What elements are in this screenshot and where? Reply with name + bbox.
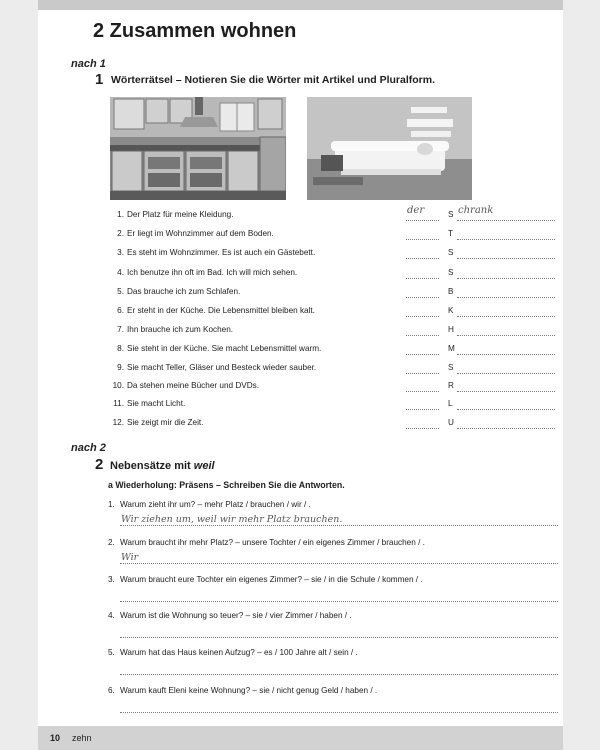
- question-number: 1.: [108, 500, 115, 509]
- article-line[interactable]: [406, 239, 439, 240]
- puzzle-row: [110, 306, 555, 320]
- puzzle-row-number: 3.: [117, 248, 124, 257]
- puzzle-row: [110, 287, 555, 301]
- answer-line[interactable]: [457, 409, 555, 410]
- answer-line[interactable]: [120, 563, 558, 564]
- question-text: Warum kauft Eleni keine Wohnung? – sie / nicht genug Geld / haben / .: [120, 686, 378, 695]
- article-line[interactable]: [406, 278, 439, 279]
- puzzle-row-letter: S: [448, 248, 454, 257]
- question-number: 4.: [108, 611, 115, 620]
- puzzle-row: [110, 229, 555, 243]
- task-instruction-2: [110, 460, 215, 472]
- task-instruction-1: Wörterrätsel – Notieren Sie die Wörter mit Artikel und Pluralform.: [111, 74, 436, 86]
- nach-label-1: nach 1: [71, 58, 106, 70]
- handwritten-word: chrank: [458, 205, 494, 216]
- puzzle-row-letter: H: [448, 325, 454, 334]
- puzzle-row-clue: Sie macht Licht.: [127, 399, 186, 408]
- puzzle-row-clue: Ihn brauche ich zum Kochen.: [127, 325, 234, 334]
- puzzle-row-letter: M: [448, 344, 455, 353]
- puzzle-row: [110, 418, 555, 432]
- puzzle-row-number: 4.: [117, 268, 124, 277]
- answer-line[interactable]: [120, 637, 558, 638]
- puzzle-row-clue: Das brauche ich zum Schlafen.: [127, 287, 241, 296]
- puzzle-row-number: 5.: [117, 287, 124, 296]
- handwritten-answer: Wir: [121, 552, 139, 563]
- article-line[interactable]: [406, 428, 439, 429]
- page-title: 2 Zusammen wohnen: [93, 20, 297, 42]
- task-number-2: 2: [95, 456, 104, 473]
- puzzle-row-number: 10.: [112, 381, 124, 390]
- puzzle-row-number: 12.: [112, 418, 124, 427]
- question-number: 6.: [108, 686, 115, 695]
- puzzle-row-clue: Sie macht Teller, Gläser und Besteck wieder sauber.: [127, 363, 317, 372]
- task-number-1: 1: [95, 71, 104, 88]
- puzzle-row-letter: L: [448, 399, 453, 408]
- page-number: 10: [50, 733, 61, 743]
- puzzle-row: [110, 399, 555, 413]
- answer-line[interactable]: [120, 674, 558, 675]
- puzzle-row: [110, 248, 555, 262]
- task-instruction-2-text: Nebensätze mit: [110, 460, 191, 472]
- answer-line[interactable]: [457, 239, 555, 240]
- answer-line[interactable]: [457, 391, 555, 392]
- answer-line[interactable]: [457, 278, 555, 279]
- question-text: Warum ist die Wohnung so teuer? – sie / vier Zimmer / haben / .: [120, 611, 352, 620]
- article-line[interactable]: [406, 316, 439, 317]
- puzzle-row-letter: S: [448, 363, 454, 372]
- puzzle-row-number: 9.: [117, 363, 124, 372]
- page-number-word: zehn: [72, 733, 92, 743]
- question-item: [108, 648, 558, 678]
- puzzle-row: [110, 325, 555, 339]
- puzzle-row: [110, 268, 555, 282]
- page-footer: [38, 726, 563, 750]
- question-text: Warum zieht ihr um? – mehr Platz / brauchen / wir / .: [120, 500, 311, 509]
- answer-line[interactable]: [120, 525, 558, 526]
- question-item: [108, 686, 558, 716]
- puzzle-row-number: 1.: [117, 210, 124, 219]
- handwritten-article: der: [407, 205, 425, 216]
- question-item: [108, 611, 558, 641]
- article-line[interactable]: [406, 258, 439, 259]
- puzzle-row-letter: B: [448, 287, 454, 296]
- question-item: [108, 575, 558, 605]
- puzzle-row-clue: Er liegt im Wohnzimmer auf dem Boden.: [127, 229, 274, 238]
- puzzle-row-letter: T: [448, 229, 454, 238]
- kitchen-photo: [110, 97, 286, 200]
- answer-line[interactable]: [457, 220, 555, 221]
- living-room-photo: [307, 97, 472, 200]
- puzzle-row-number: 11.: [113, 399, 124, 408]
- answer-line[interactable]: [120, 601, 558, 602]
- question-number: 2.: [108, 538, 115, 547]
- answer-line[interactable]: [457, 335, 555, 336]
- question-text: Warum braucht eure Tochter ein eigenes Zimmer? – sie / in die Schule / kommen / .: [120, 575, 423, 584]
- puzzle-row-letter: U: [448, 418, 454, 427]
- top-bar: [38, 0, 563, 10]
- question-text: Warum hat das Haus keinen Aufzug? – es / 100 Jahre alt / sein / .: [120, 648, 358, 657]
- puzzle-row: [110, 381, 555, 395]
- article-line[interactable]: [406, 354, 439, 355]
- question-text: Warum braucht ihr mehr Platz? – unsere Tochter / ein eigenes Zimmer / brauchen / .: [120, 538, 425, 547]
- puzzle-row-number: 8.: [117, 344, 124, 353]
- puzzle-row: [110, 363, 555, 377]
- puzzle-row-clue: Da stehen meine Bücher und DVDs.: [127, 381, 259, 390]
- answer-line[interactable]: [457, 316, 555, 317]
- puzzle-row-clue: Sie steht in der Küche. Sie macht Lebensmittel warm.: [127, 344, 322, 353]
- article-line[interactable]: [406, 391, 439, 392]
- puzzle-row-letter: S: [448, 210, 454, 219]
- question-number: 5.: [108, 648, 115, 657]
- handwritten-answer: Wir ziehen um, weil wir mehr Platz brauchen.: [121, 514, 343, 525]
- article-line[interactable]: [406, 335, 439, 336]
- answer-line[interactable]: [457, 428, 555, 429]
- article-line[interactable]: [406, 220, 439, 221]
- task-instruction-2-emphasis: weil: [193, 460, 215, 472]
- question-item: [108, 500, 558, 530]
- answer-line[interactable]: [457, 258, 555, 259]
- puzzle-row-clue: Der Platz für meine Kleidung.: [127, 210, 234, 219]
- puzzle-row-number: 2.: [117, 229, 124, 238]
- article-line[interactable]: [406, 297, 439, 298]
- answer-line[interactable]: [457, 297, 555, 298]
- answer-line[interactable]: [120, 712, 558, 713]
- puzzle-row-letter: K: [448, 306, 454, 315]
- puzzle-row-letter: R: [448, 381, 454, 390]
- puzzle-row-letter: S: [448, 268, 454, 277]
- answer-line[interactable]: [457, 373, 555, 374]
- answer-line[interactable]: [457, 354, 555, 355]
- puzzle-row-clue: Sie zeigt mir die Zeit.: [127, 418, 204, 427]
- puzzle-row-clue: Ich benutze ihn oft im Bad. Ich will mich sehen.: [127, 268, 298, 277]
- subtask-a: a Wiederholung: Präsens – Schreiben Sie die Antworten.: [108, 480, 345, 490]
- nach-label-2: nach 2: [71, 442, 106, 454]
- article-line[interactable]: [406, 373, 439, 374]
- puzzle-row-number: 6.: [117, 306, 124, 315]
- puzzle-row-clue: Er steht in der Küche. Die Lebensmittel bleiben kalt.: [127, 306, 315, 315]
- puzzle-row-number: 7.: [117, 325, 124, 334]
- workbook-page: [38, 0, 563, 750]
- puzzle-row: [110, 344, 555, 358]
- puzzle-row: [110, 205, 555, 224]
- article-line[interactable]: [406, 409, 439, 410]
- question-item: [108, 538, 558, 568]
- puzzle-row-clue: Es steht im Wohnzimmer. Es ist auch ein Gästebett.: [127, 248, 316, 257]
- question-number: 3.: [108, 575, 115, 584]
